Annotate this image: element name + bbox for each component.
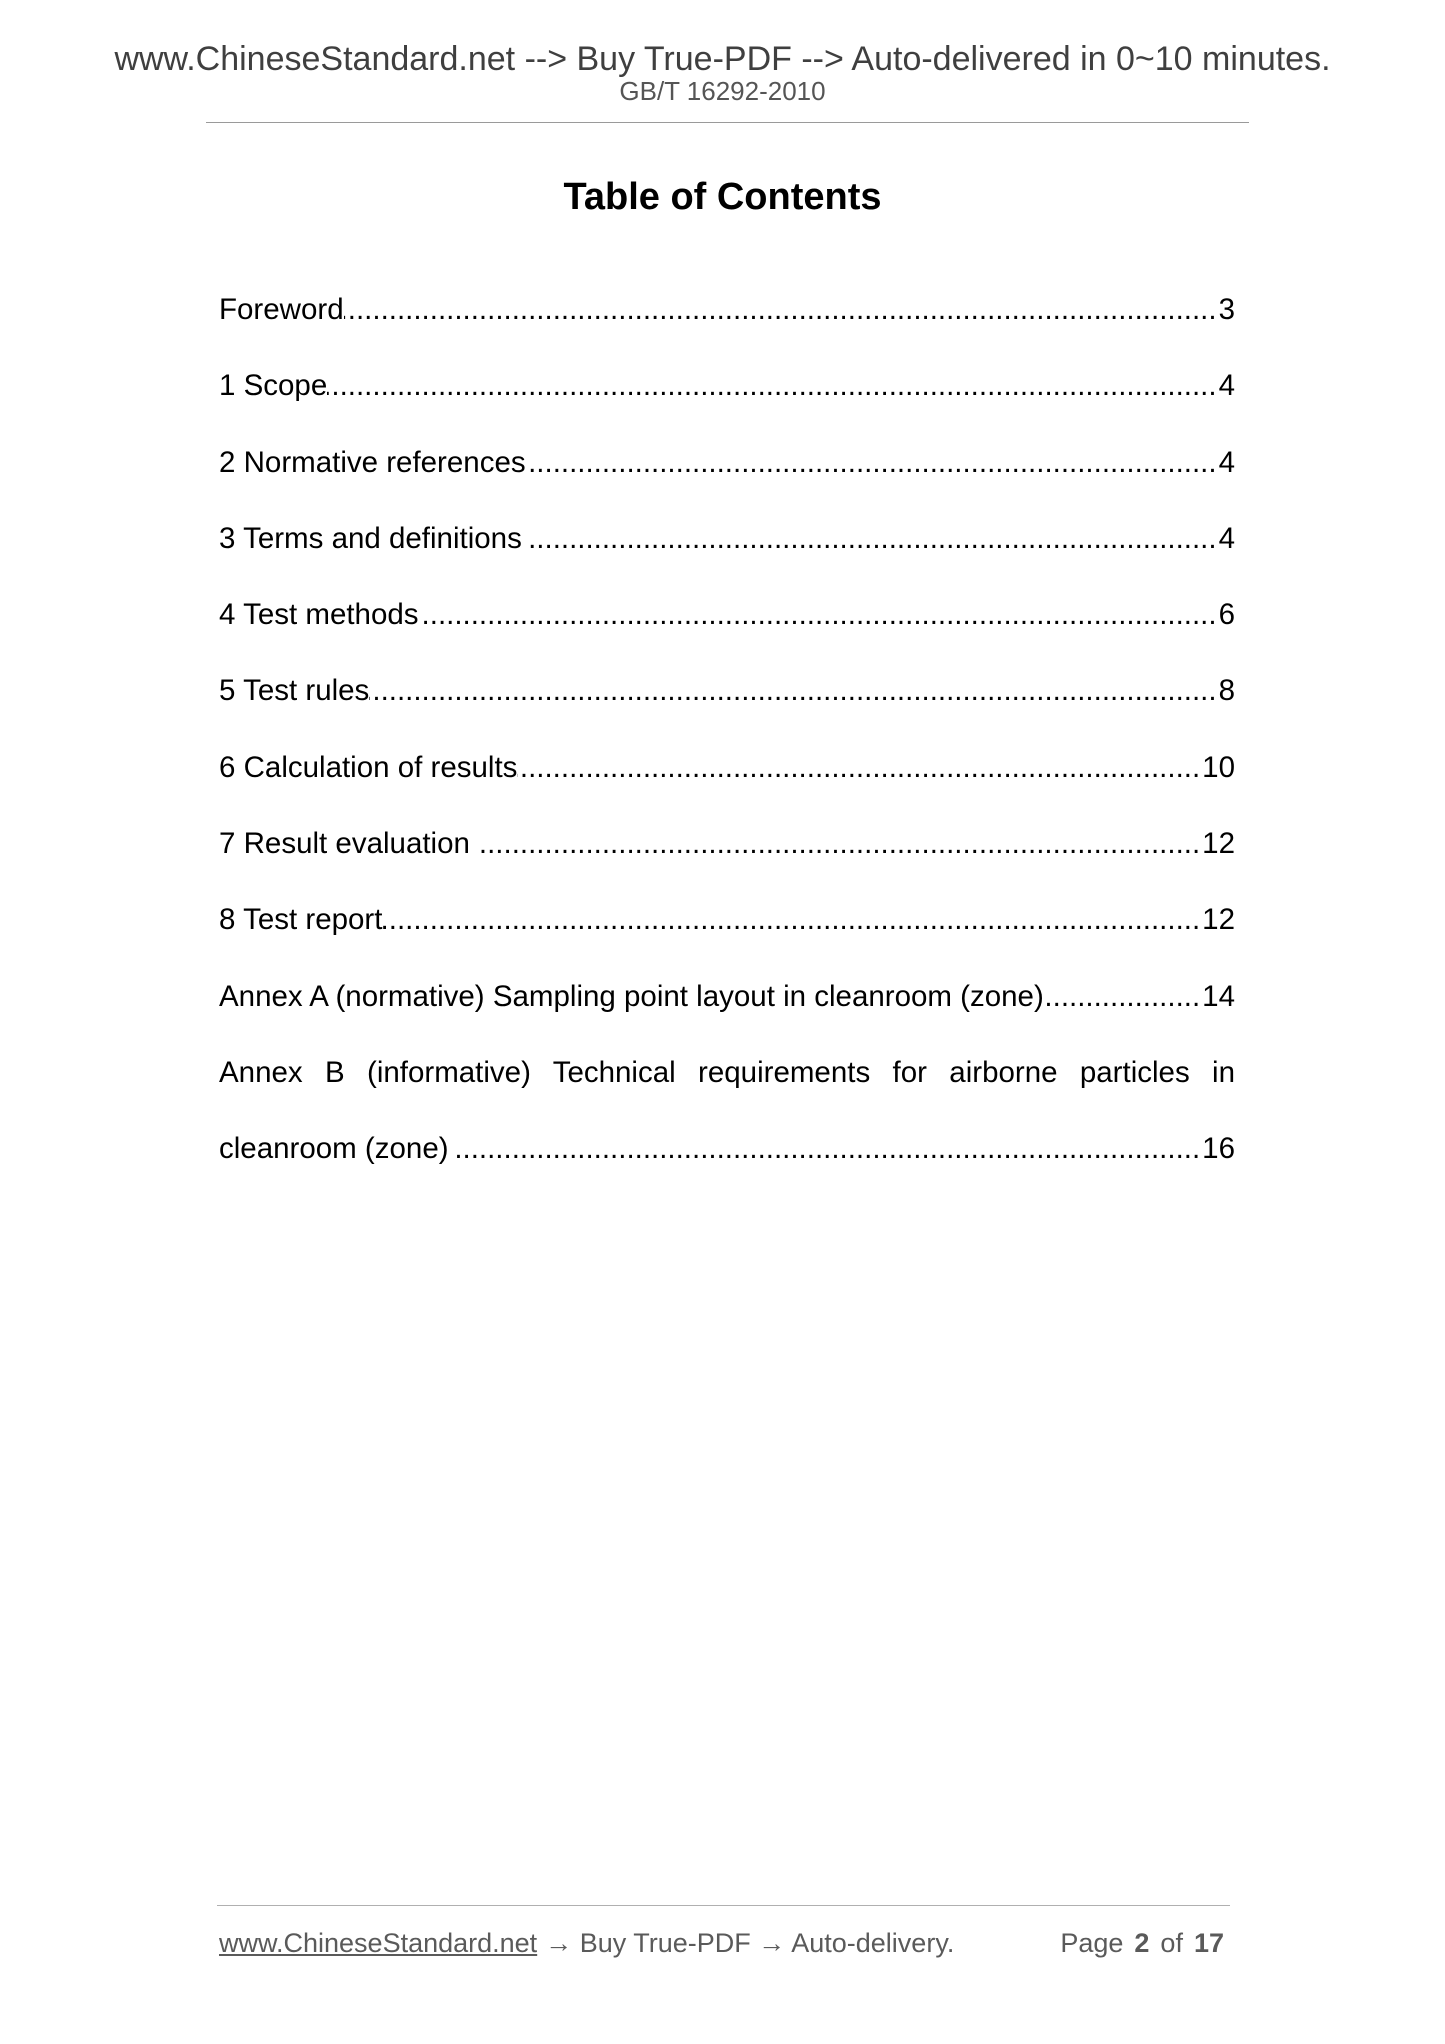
- website-link[interactable]: www.ChineseStandard.net: [219, 1928, 538, 1958]
- footer-promo: [219, 1925, 954, 1961]
- toc-entry-foreword[interactable]: [219, 272, 1235, 348]
- toc-entry-label: Foreword: [219, 293, 344, 326]
- page-word: Page: [1060, 1928, 1124, 1958]
- toc-leader-dots: [526, 425, 1217, 501]
- toc-entry-label: 4 Test methods: [219, 598, 419, 632]
- toc-entry-label-line-1: Annex B (informative) Technical requirements for airborne particles in: [219, 1055, 1235, 1089]
- toc-entry-normative-references[interactable]: [219, 425, 1235, 501]
- toc-page-number: 4: [1218, 521, 1235, 555]
- toc-entry-calculation-of-results[interactable]: [219, 730, 1235, 806]
- toc-leader-dots: [530, 501, 1217, 577]
- toc-entry-label: Annex A (normative) Sampling point layout in cleanroom (zone): [219, 979, 1044, 1013]
- toc-leader-dots: [457, 1111, 1201, 1187]
- toc-page-number: 12: [1202, 827, 1235, 861]
- toc-entry-annex-a[interactable]: [219, 959, 1235, 1035]
- footer-tagline: → Buy True-PDF → Auto-delivery.: [545, 1928, 955, 1958]
- toc-entry-terms-and-definitions[interactable]: [219, 501, 1235, 577]
- toc-entry-continuation: [219, 1111, 1235, 1187]
- toc-entry-label: 3 Terms and definitions: [219, 521, 522, 555]
- toc-entry-label-line-2: cleanroom (zone): [219, 1132, 449, 1166]
- toc-leader-dots: [478, 806, 1200, 882]
- toc-entry-annex-b[interactable]: [219, 1035, 1235, 1188]
- toc-entry-label: 8 Test report: [219, 903, 383, 937]
- footer-divider: [217, 1905, 1230, 1906]
- toc-leader-dots: [369, 653, 1216, 729]
- of-word: of: [1160, 1928, 1183, 1958]
- header-divider: [206, 122, 1249, 123]
- toc-entry-label: 2 Normative references: [219, 445, 526, 479]
- standard-number: GB/T 16292-2010: [619, 76, 826, 106]
- toc-entry-test-rules[interactable]: [219, 653, 1235, 729]
- toc-entry-label: 5 Test rules: [219, 674, 370, 708]
- toc-entry-test-methods[interactable]: [219, 577, 1235, 653]
- toc-entry-test-report[interactable]: [219, 882, 1235, 958]
- toc-entry-result-evaluation[interactable]: [219, 806, 1235, 882]
- total-page-count: 17: [1193, 1928, 1224, 1958]
- toc-entry-label: 6 Calculation of results: [219, 750, 518, 784]
- toc-leader-dots: [382, 882, 1200, 958]
- toc-page-number: 8: [1218, 674, 1235, 708]
- current-page-number: 2: [1134, 1928, 1150, 1958]
- promo-banner: www.ChineseStandard.net --> Buy True-PDF --> Auto-delivered in 0~10 minutes.: [114, 40, 1331, 78]
- page-title: Table of Contents: [563, 176, 882, 218]
- toc-page-number: 4: [1218, 369, 1235, 403]
- table-of-contents: [219, 272, 1235, 1188]
- toc-page-number: 12: [1202, 903, 1235, 937]
- page-indicator: [1060, 1925, 1224, 1961]
- toc-page-number: 10: [1202, 750, 1235, 784]
- toc-entry-label: 1 Scope: [219, 369, 328, 403]
- page-footer: [219, 1925, 1224, 1961]
- toc-leader-dots: [419, 577, 1217, 653]
- toc-page-number: 6: [1218, 598, 1235, 632]
- toc-leader-dots: [344, 272, 1217, 348]
- toc-leader-dots: [327, 348, 1216, 424]
- toc-page-number: 16: [1202, 1132, 1235, 1166]
- toc-page-number: 14: [1202, 979, 1235, 1013]
- toc-leader-dots: [1044, 959, 1200, 1035]
- toc-page-number: 3: [1218, 293, 1235, 326]
- toc-entry-scope[interactable]: [219, 348, 1235, 424]
- toc-page-number: 4: [1218, 445, 1235, 479]
- toc-leader-dots: [517, 730, 1200, 806]
- toc-entry-label: 7 Result evaluation: [219, 827, 470, 861]
